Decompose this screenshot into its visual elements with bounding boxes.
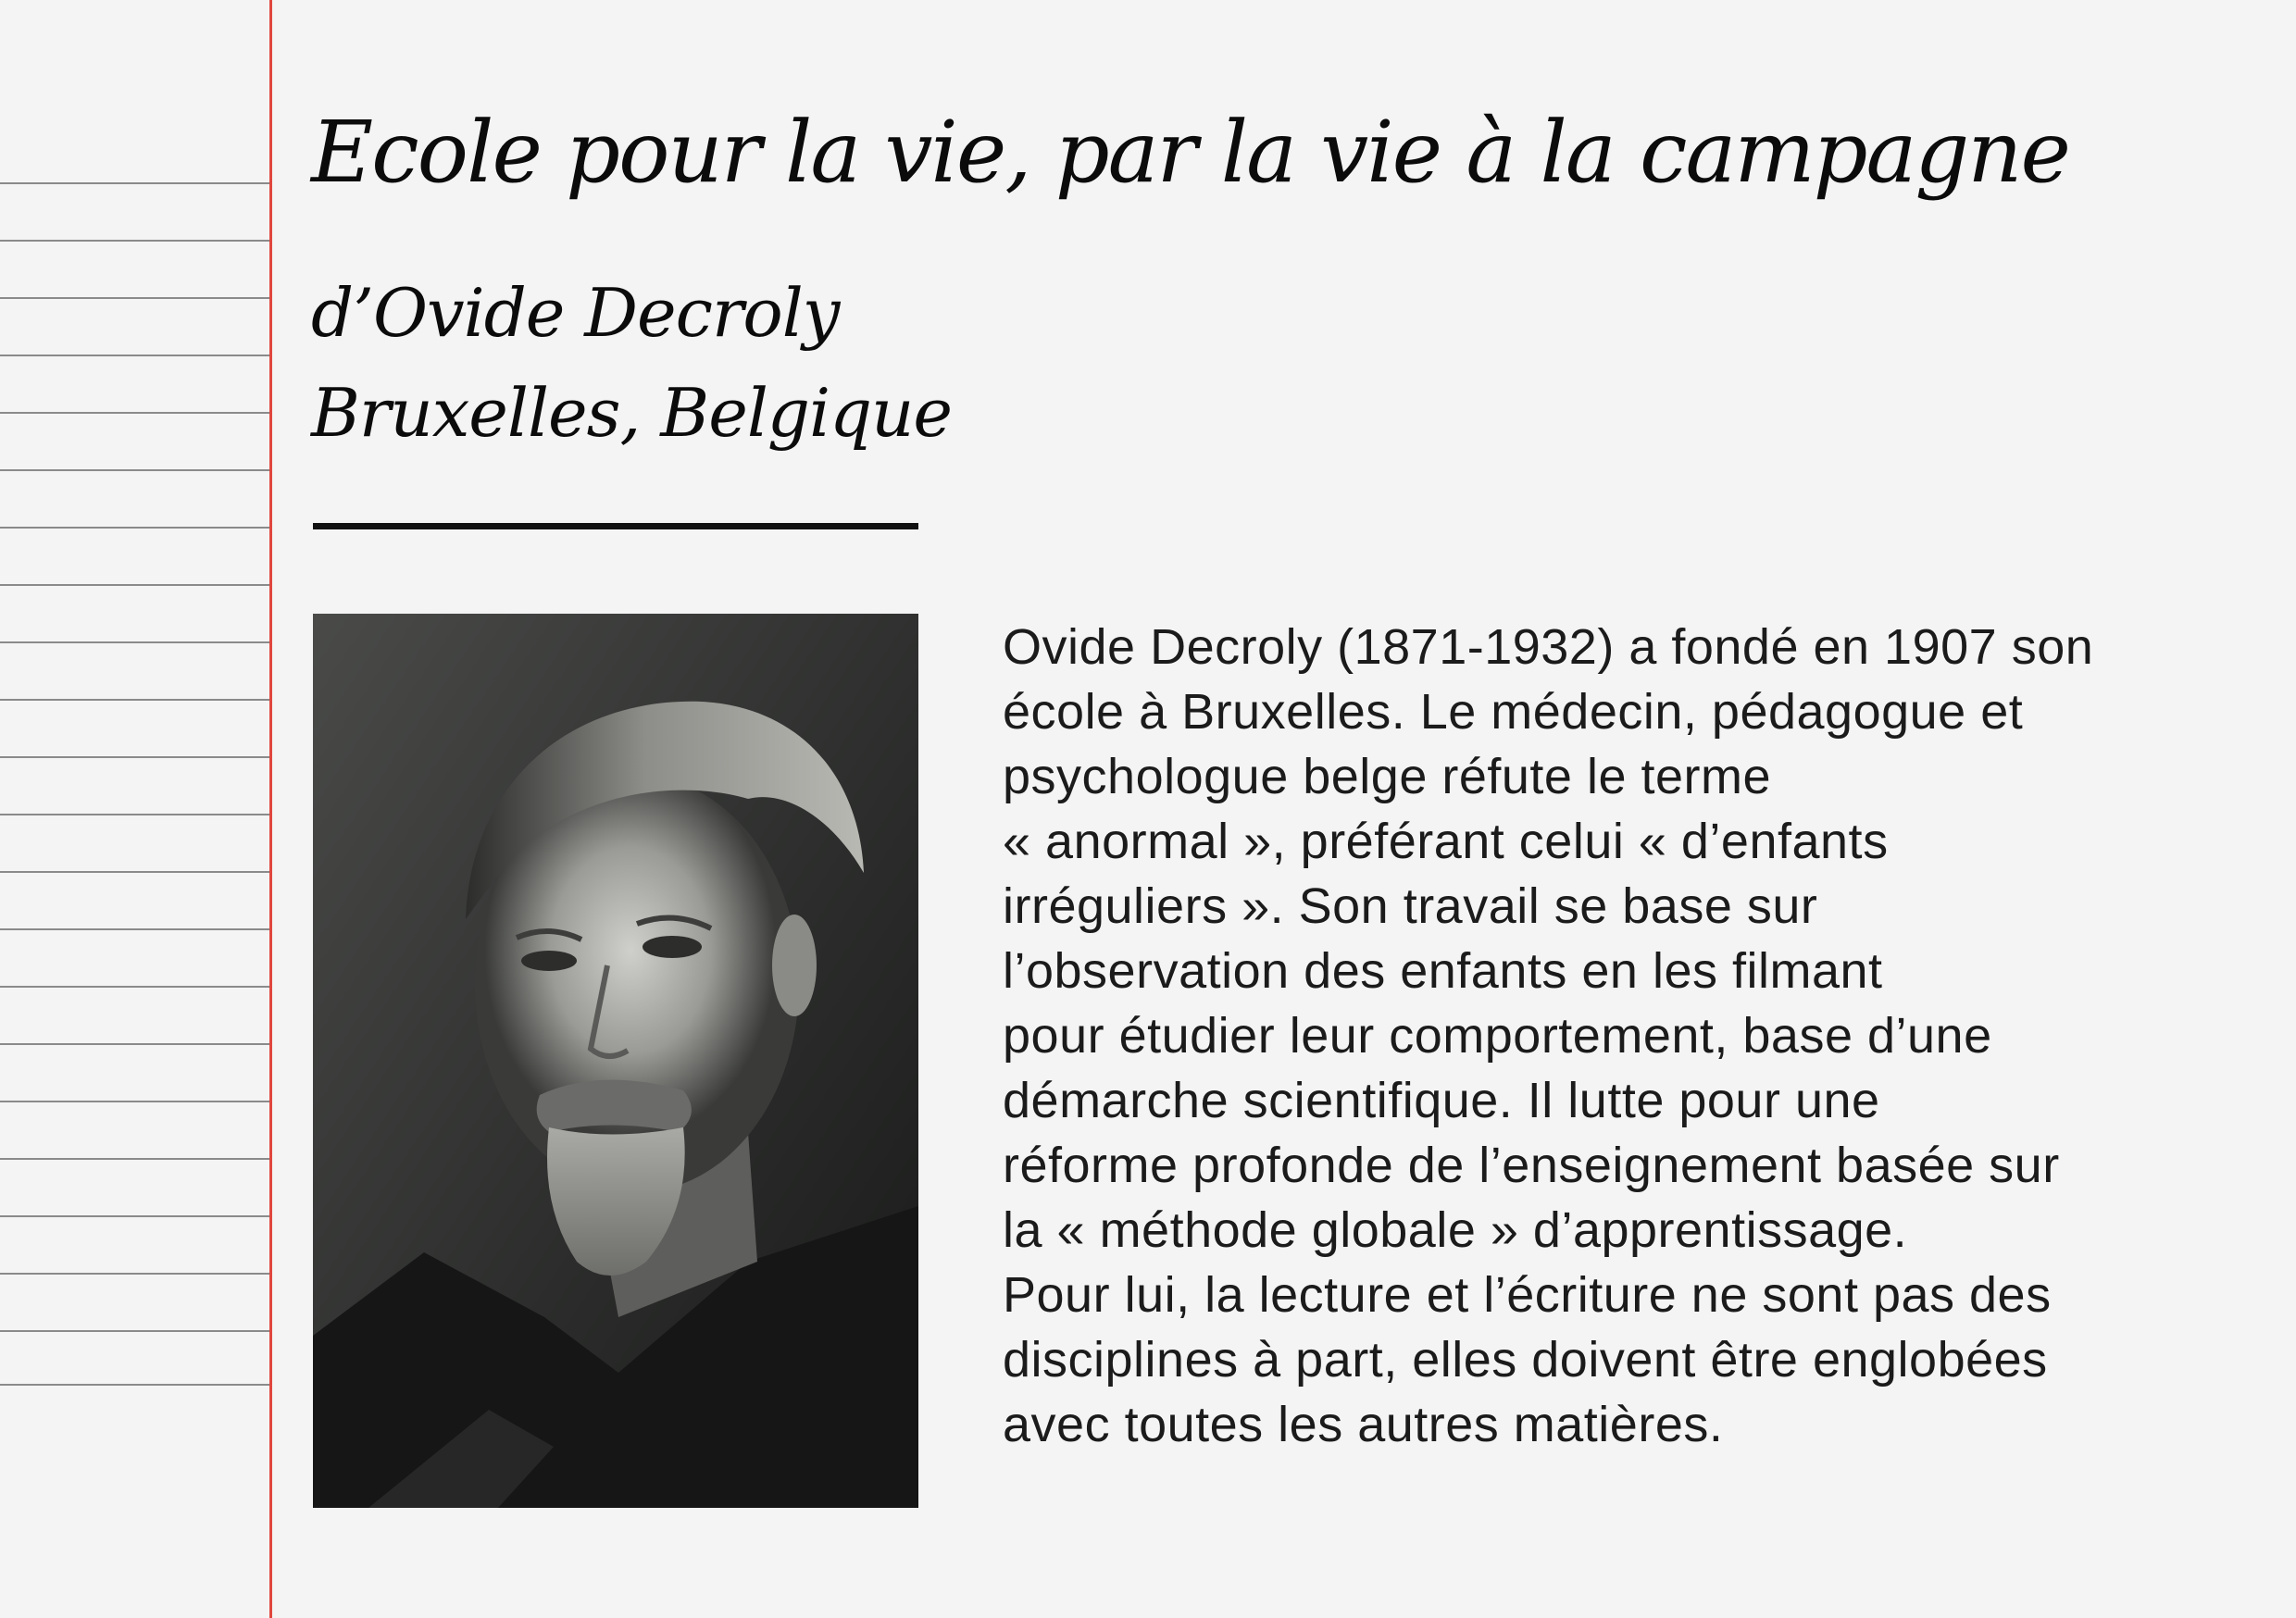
bio-line: l’observation des enfants en les filmant bbox=[1003, 943, 1883, 999]
margin-rule bbox=[0, 527, 270, 529]
margin-rule bbox=[0, 986, 270, 988]
margin-rule bbox=[0, 1158, 270, 1160]
margin-rule bbox=[0, 756, 270, 758]
margin-rule bbox=[0, 1273, 270, 1275]
portrait-photo-icon bbox=[313, 614, 918, 1508]
margin-rule bbox=[0, 584, 270, 586]
margin-rule bbox=[0, 297, 270, 299]
margin-rule bbox=[0, 1330, 270, 1332]
margin-rule bbox=[0, 928, 270, 930]
bio-line: pour étudier leur comportement, base d’une bbox=[1003, 1008, 1992, 1064]
biography-text bbox=[1003, 615, 2225, 1457]
margin-rule bbox=[0, 699, 270, 701]
margin-rule bbox=[0, 641, 270, 643]
bio-line: réforme profonde de l’enseignement basée sur bbox=[1003, 1138, 2060, 1193]
margin-rule bbox=[0, 1384, 270, 1386]
bio-line: la « méthode globale » d’apprentissage. bbox=[1003, 1202, 1908, 1258]
margin-rule bbox=[0, 814, 270, 815]
margin-rule bbox=[0, 1101, 270, 1102]
title-divider bbox=[313, 523, 918, 529]
bio-line: disciplines à part, elles doivent être englobées bbox=[1003, 1332, 2048, 1388]
bio-line: psychologue belge réfute le terme bbox=[1003, 749, 1772, 804]
bio-line: école à Bruxelles. Le médecin, pédagogue et bbox=[1003, 684, 2024, 740]
bio-line: démarche scientifique. Il lutte pour une bbox=[1003, 1073, 1880, 1128]
bio-line: « anormal », préférant celui « d’enfants bbox=[1003, 814, 1889, 869]
margin-rule bbox=[0, 469, 270, 471]
page-title: Ecole pour la vie, par la vie à la campagne bbox=[311, 103, 2069, 202]
margin-rule bbox=[0, 355, 270, 356]
bio-line: Pour lui, la lecture et l’écriture ne sont pas des bbox=[1003, 1267, 2052, 1323]
notebook-margin-lines bbox=[0, 0, 270, 1618]
portrait-photo bbox=[313, 614, 918, 1508]
author-line: d’Ovide Decroly bbox=[311, 274, 840, 352]
location-line: Bruxelles, Belgique bbox=[311, 374, 953, 452]
margin-rule bbox=[0, 240, 270, 242]
margin-rule bbox=[0, 1043, 270, 1045]
bio-line: irréguliers ». Son travail se base sur bbox=[1003, 878, 1818, 934]
red-margin-line bbox=[269, 0, 272, 1618]
bio-line: avec toutes les autres matières. bbox=[1003, 1397, 1724, 1452]
margin-rule bbox=[0, 182, 270, 184]
margin-rule bbox=[0, 871, 270, 873]
margin-rule bbox=[0, 412, 270, 414]
bio-line: Ovide Decroly (1871-1932) a fondé en 1907 son bbox=[1003, 619, 2094, 675]
margin-rule bbox=[0, 1215, 270, 1217]
